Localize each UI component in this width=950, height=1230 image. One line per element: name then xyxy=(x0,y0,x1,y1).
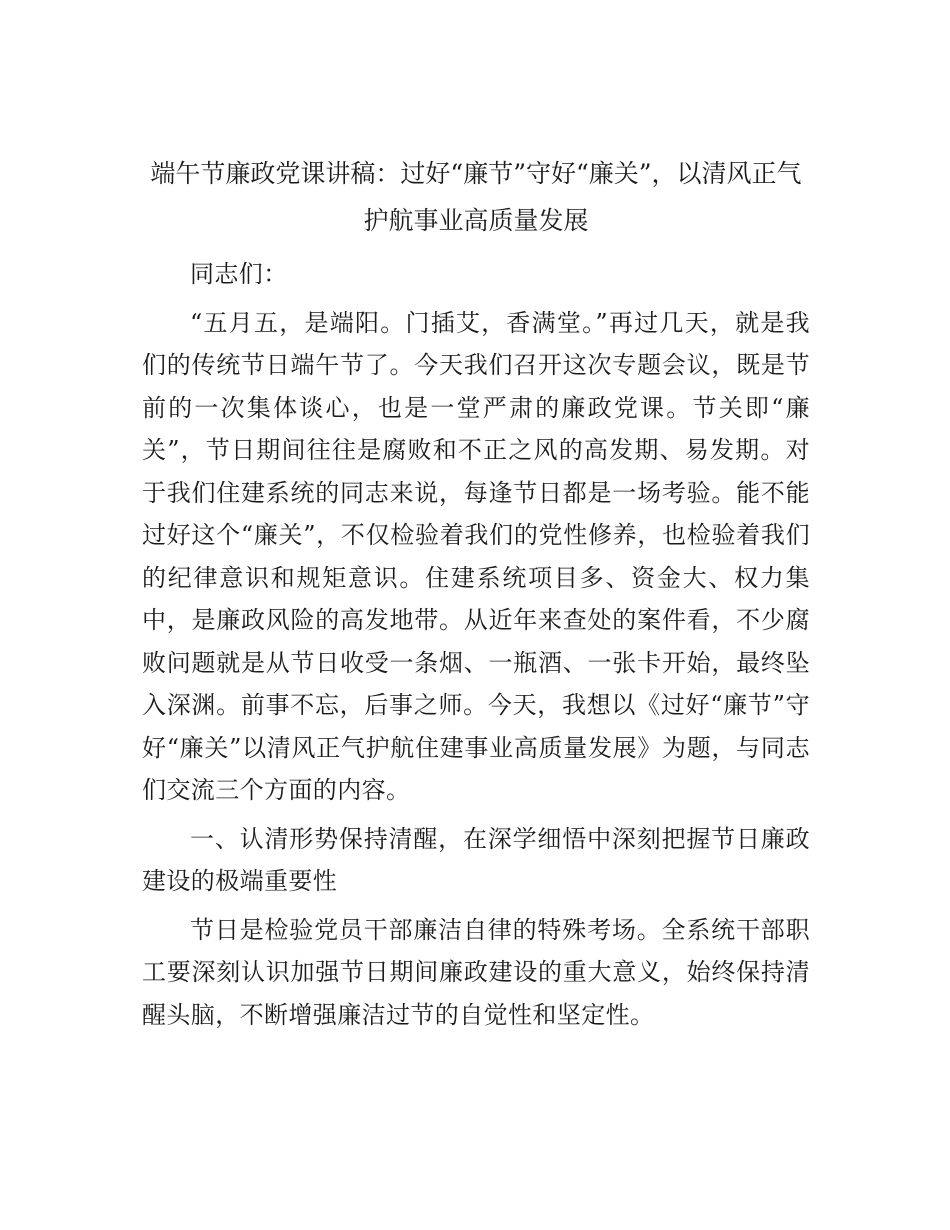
document-title: 端午节廉政党课讲稿：过好“廉节”守好“廉关”，以清风正气护航事业高质量发展 xyxy=(150,159,802,235)
section-heading-1: 一、认清形势保持清醒，在深学细悟中深刻把握节日廉政建设的极端重要性 xyxy=(142,824,810,895)
document-page xyxy=(142,150,810,1042)
body-paragraph-section-1: 节日是检验党员干部廉洁自律的特殊考场。全系统干部职工要深刻认识加强节日期间廉政建设的重大意义，始终保持清醒头脑，不断增强廉洁过节的自觉性和坚定性。 xyxy=(142,915,810,1029)
greeting: 同志们： xyxy=(190,260,288,288)
body-paragraph-intro: “五月五，是端阳。门插艾，香满堂。”再过几天，就是我们的传统节日端午节了。今天我们召开这次专题会议，既是节前的一次集体谈心，也是一堂严肃的廉政党课。节关即“廉关”，节日期间往往是腐败和不正之风的高发期、易发期。对于我们住建系统的同志来说，每逢节日都是一场考验。能不能过好这个“廉关”，不仅检验着我们的党性修养，也检验着我们的纪律意识和规矩意识。住建系统项目多、资金大、权力集中，是廉政风险的高发地带。从近年来查处的案件看，不少腐败问题就是从节日收受一条烟、一瓶酒、一张卡开始，最终坠入深渊。前事不忘，后事之师。今天，我想以《过好“廉节”守好“廉关”以清风正气护航住建事业高质量发展》为题，与同志们交流三个方面的内容。 xyxy=(142,308,810,804)
